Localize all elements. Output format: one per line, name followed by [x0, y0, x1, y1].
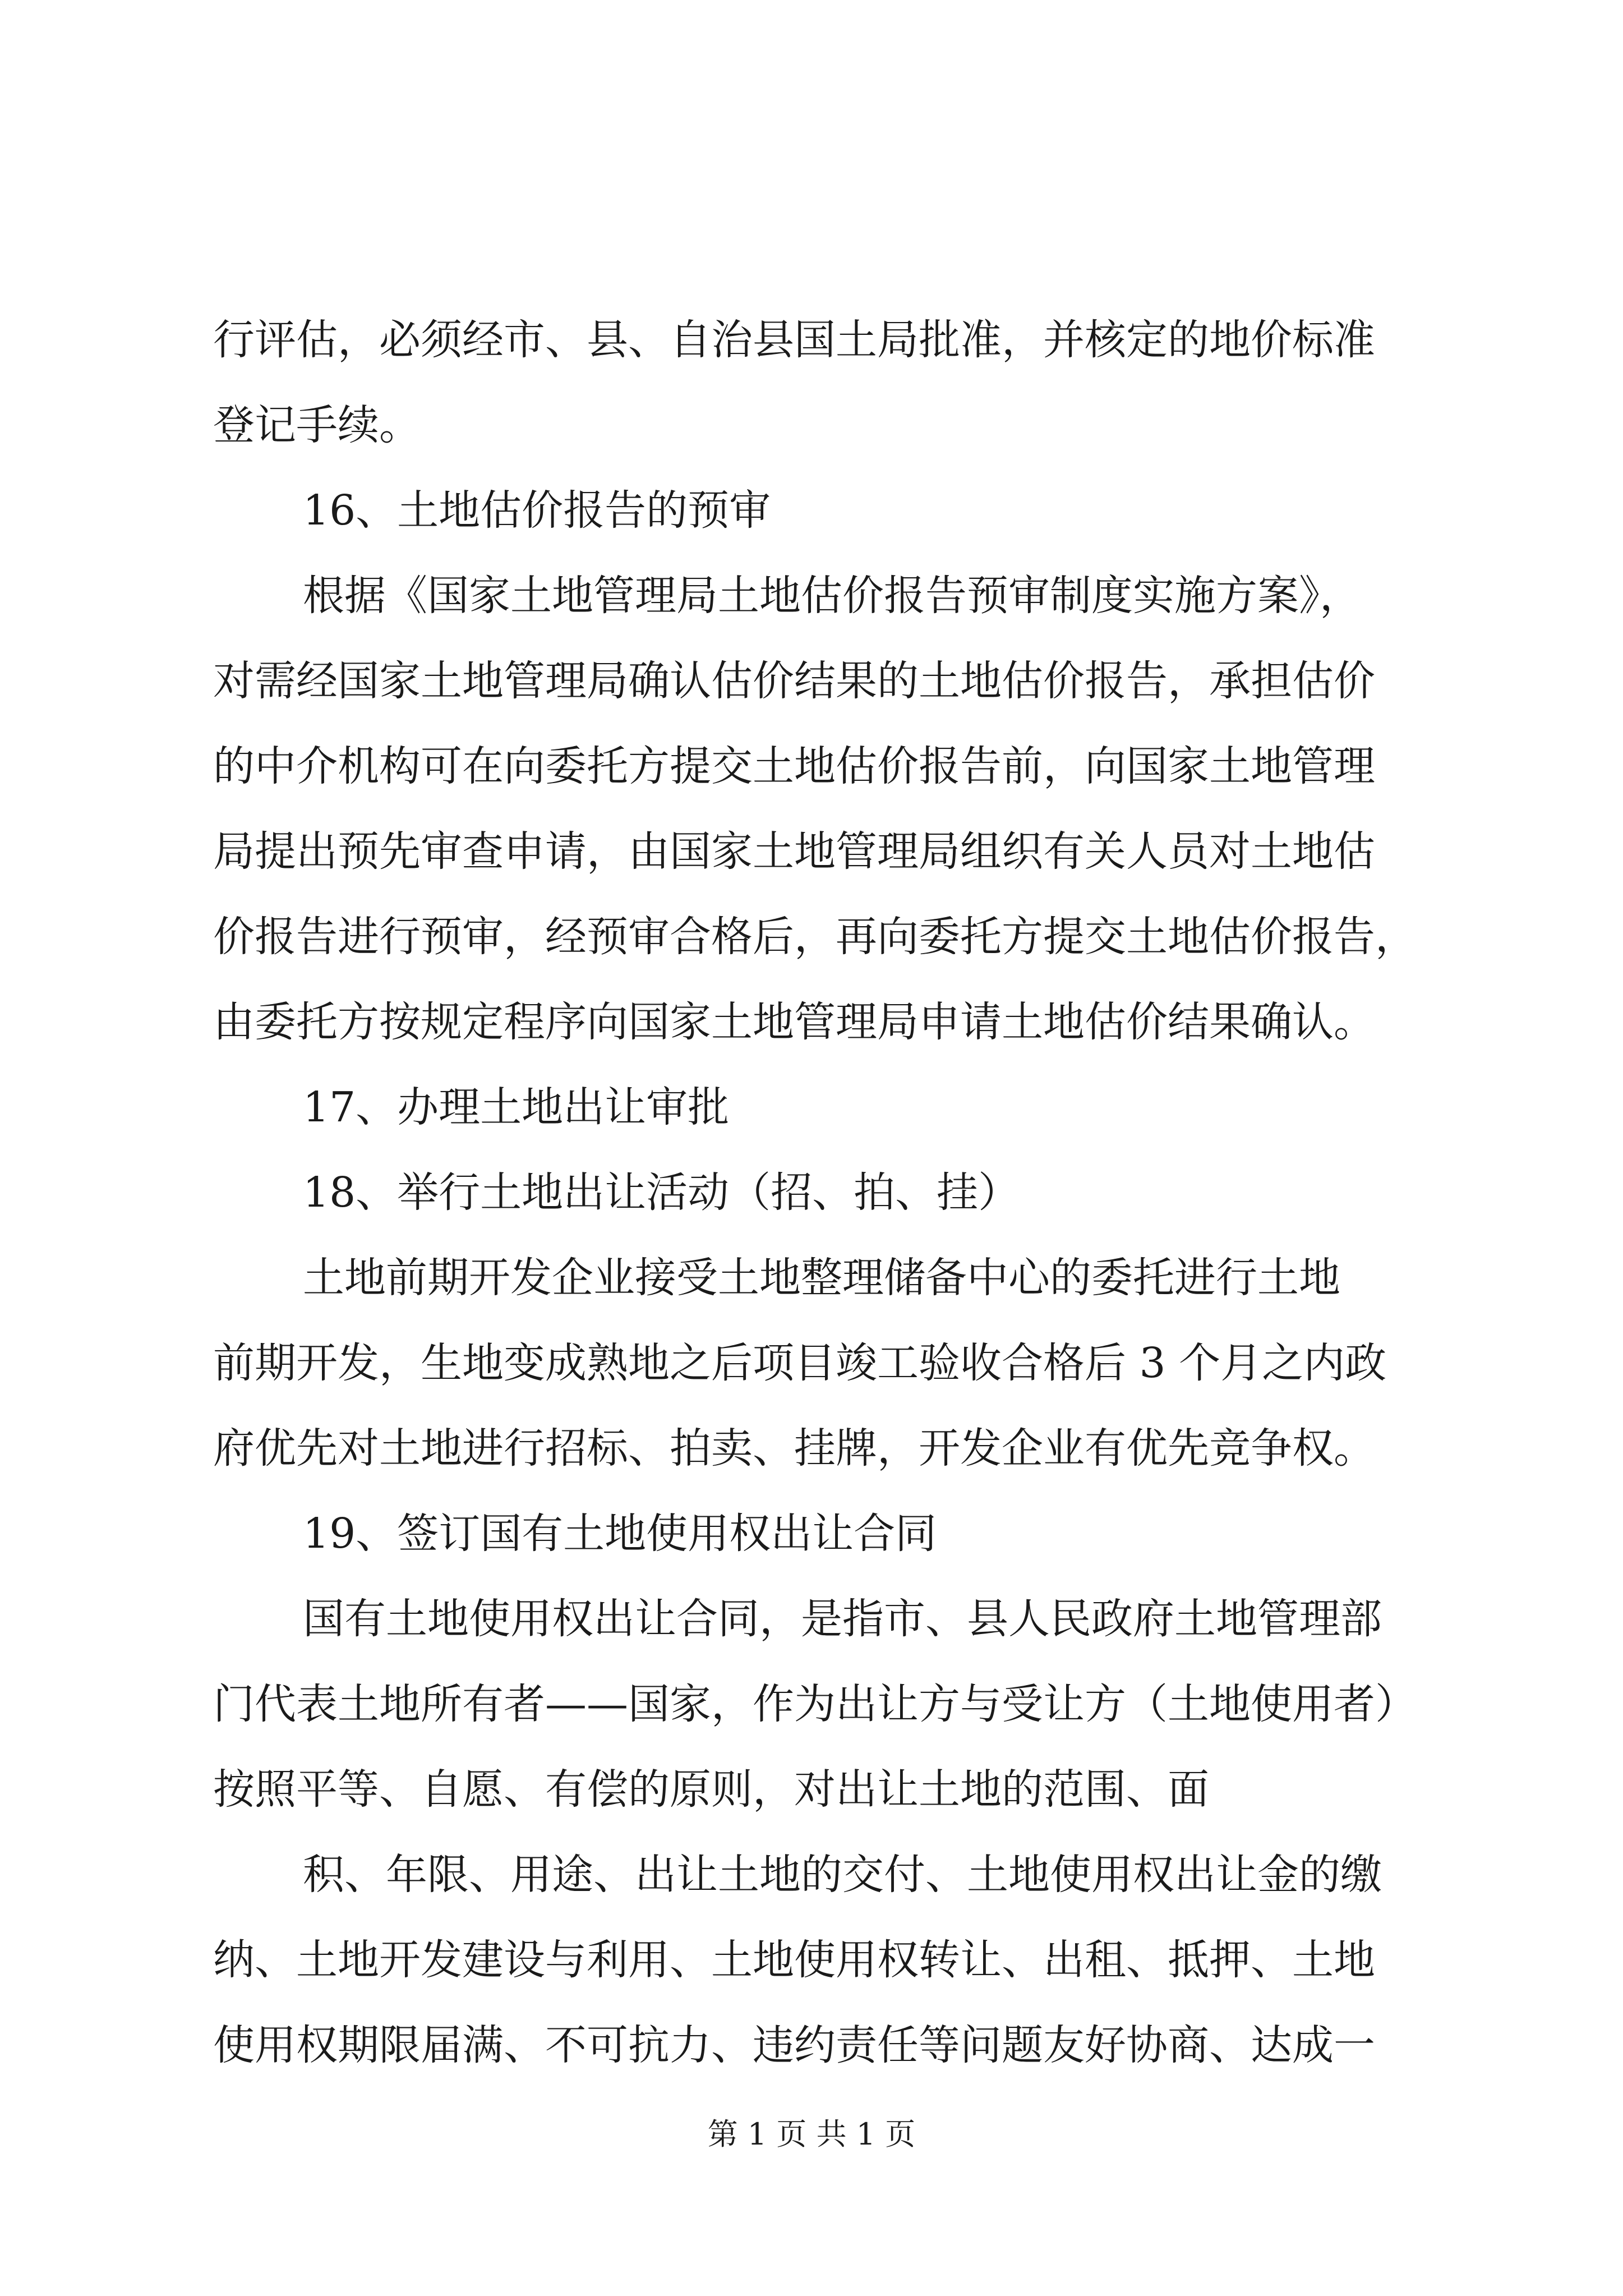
text-line: 土地前期开发企业接受土地整理储备中心的委托进行土地 [303, 1254, 1340, 1302]
text-line: 国有土地使用权出让合同，是指市、县人民政府土地管理部 [303, 1595, 1382, 1643]
text-line: 积、年限、用途、出让土地的交付、土地使用权出让金的缴 [303, 1851, 1382, 1899]
page-footer: 第 1 页 共 1 页 [707, 2116, 916, 2152]
text-line: 纳、土地开发建设与利用、土地使用权转让、出租、抵押、土地 [213, 1936, 1375, 1984]
text-line: 行评估，必须经市、县、自治县国土局批准，并核定的地价标准 [213, 316, 1375, 364]
text-line: 使用权期限届满、不可抗力、违约责任等问题友好协商、达成一 [213, 2021, 1375, 2069]
section-heading: 16、土地估价报告的预审 [303, 486, 771, 535]
text-line: 门代表土地所有者——国家，作为出让方与受让方（土地使用者） [213, 1680, 1417, 1728]
text-line: 的中介机构可在向委托方提交土地估价报告前，向国家土地管理 [213, 742, 1375, 790]
text-line: 局提出预先审查申请，由国家土地管理局组织有关人员对土地估 [213, 827, 1375, 876]
text-line: 由委托方按规定程序向国家土地管理局申请土地估价结果确认。 [213, 998, 1375, 1046]
text-line: 价报告进行预审，经预审合格后，再向委托方提交土地估价报告， [213, 913, 1417, 961]
text-line: 对需经国家土地管理局确认估价结果的土地估价报告，承担估价 [213, 657, 1375, 705]
section-heading: 17、办理土地出让审批 [303, 1083, 730, 1131]
text-line: 根据《国家土地管理局土地估价报告预审制度实施方案》， [303, 572, 1361, 620]
section-heading: 18、举行土地出让活动（招、拍、挂） [303, 1168, 1020, 1217]
document-body [213, 297, 1436, 2088]
section-heading: 19、签订国有土地使用权出让合同 [303, 1510, 937, 1558]
text-line: 按照平等、自愿、有偿的原则，对出让土地的范围、面 [213, 1765, 1209, 1814]
text-line: 府优先对土地进行招标、拍卖、挂牌，开发企业有优先竞争权。 [213, 1424, 1375, 1473]
text-line: 登记手续。 [213, 401, 421, 449]
text-line: 前期开发，生地变成熟地之后项目竣工验收合格后 3 个月之内政 [213, 1339, 1387, 1387]
